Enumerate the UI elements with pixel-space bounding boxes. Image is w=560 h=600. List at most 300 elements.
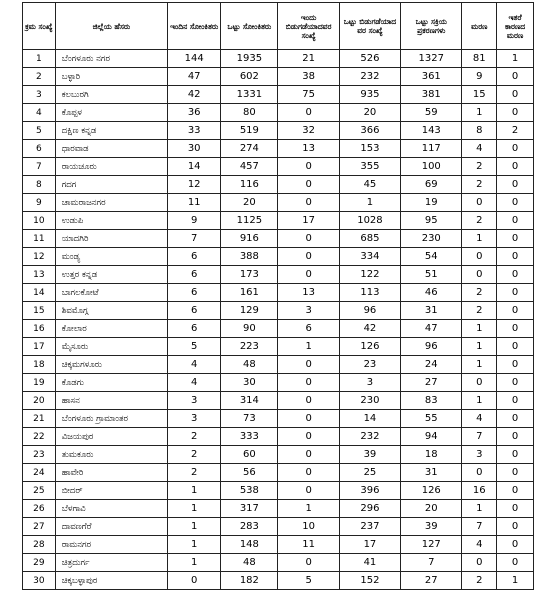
serial-cell: 7 xyxy=(23,158,56,176)
today-infected-cell: 2 xyxy=(168,464,221,482)
active-cell: 96 xyxy=(401,338,462,356)
today-discharged-cell: 5 xyxy=(278,572,339,590)
active-cell: 126 xyxy=(401,482,462,500)
district-cell: ಹಾಸನ xyxy=(55,392,167,410)
active-cell: 47 xyxy=(401,320,462,338)
serial-cell: 6 xyxy=(23,140,56,158)
today-infected-cell: 9 xyxy=(168,212,221,230)
total-infected-cell: 129 xyxy=(221,302,278,320)
header-serial-number: ಕ್ರಮ ಸಂಖ್ಯೆ xyxy=(23,3,56,50)
table-row xyxy=(23,338,534,356)
total-infected-cell: 1935 xyxy=(221,50,278,68)
district-cell: ಯಾದಗಿರಿ xyxy=(55,230,167,248)
total-infected-cell: 182 xyxy=(221,572,278,590)
today-infected-cell: 4 xyxy=(168,356,221,374)
serial-cell: 22 xyxy=(23,428,56,446)
header-district-name: ಜಿಲ್ಲೆಯ ಹೆಸರು xyxy=(55,3,167,50)
total-infected-cell: 283 xyxy=(221,518,278,536)
serial-cell: 20 xyxy=(23,392,56,410)
serial-cell: 24 xyxy=(23,464,56,482)
serial-cell: 23 xyxy=(23,446,56,464)
active-cell: 20 xyxy=(401,500,462,518)
table-row xyxy=(23,374,534,392)
total-discharged-cell: 96 xyxy=(339,302,400,320)
deaths-cell: 2 xyxy=(462,572,497,590)
total-infected-cell: 73 xyxy=(221,410,278,428)
deaths-cell: 4 xyxy=(462,140,497,158)
today-infected-cell: 33 xyxy=(168,122,221,140)
other-deaths-cell: 0 xyxy=(497,338,534,356)
total-discharged-cell: 3 xyxy=(339,374,400,392)
other-deaths-cell: 0 xyxy=(497,104,534,122)
table-row xyxy=(23,122,534,140)
header-today-infected: ಇಂದಿನ ಸೋಂಕಿತರು xyxy=(168,3,221,50)
total-discharged-cell: 153 xyxy=(339,140,400,158)
total-infected-cell: 274 xyxy=(221,140,278,158)
district-cell: ಕೋಲಾರ xyxy=(55,320,167,338)
today-discharged-cell: 21 xyxy=(278,50,339,68)
district-cell: ಶಿವಮೊಗ್ಗ xyxy=(55,302,167,320)
today-infected-cell: 5 xyxy=(168,338,221,356)
total-infected-cell: 116 xyxy=(221,176,278,194)
district-cell: ಚಿತ್ರದುರ್ಗ xyxy=(55,554,167,572)
today-infected-cell: 2 xyxy=(168,446,221,464)
deaths-cell: 1 xyxy=(462,320,497,338)
total-infected-cell: 161 xyxy=(221,284,278,302)
table-row xyxy=(23,248,534,266)
active-cell: 69 xyxy=(401,176,462,194)
total-infected-cell: 90 xyxy=(221,320,278,338)
other-deaths-cell: 0 xyxy=(497,410,534,428)
today-infected-cell: 11 xyxy=(168,194,221,212)
active-cell: 46 xyxy=(401,284,462,302)
deaths-cell: 1 xyxy=(462,392,497,410)
serial-cell: 28 xyxy=(23,536,56,554)
serial-cell: 12 xyxy=(23,248,56,266)
other-deaths-cell: 0 xyxy=(497,230,534,248)
today-discharged-cell: 11 xyxy=(278,536,339,554)
table-row xyxy=(23,446,534,464)
today-discharged-cell: 75 xyxy=(278,86,339,104)
total-discharged-cell: 20 xyxy=(339,104,400,122)
other-deaths-cell: 0 xyxy=(497,482,534,500)
total-discharged-cell: 1028 xyxy=(339,212,400,230)
active-cell: 27 xyxy=(401,572,462,590)
district-cell: ಗದಗ xyxy=(55,176,167,194)
header-total-infected: ಒಟ್ಟು ಸೋಂಕಿತರು xyxy=(221,3,278,50)
district-cell: ರಾಯಚೂರು xyxy=(55,158,167,176)
district-cell: ವಿಜಯಪುರ xyxy=(55,428,167,446)
deaths-cell: 0 xyxy=(462,374,497,392)
header-other-cause-deaths: ಇತರೆ ಕಾರಣದ ಮರಣ xyxy=(497,3,534,50)
deaths-cell: 2 xyxy=(462,158,497,176)
active-cell: 31 xyxy=(401,464,462,482)
active-cell: 100 xyxy=(401,158,462,176)
total-discharged-cell: 14 xyxy=(339,410,400,428)
total-discharged-cell: 122 xyxy=(339,266,400,284)
active-cell: 361 xyxy=(401,68,462,86)
active-cell: 230 xyxy=(401,230,462,248)
total-infected-cell: 56 xyxy=(221,464,278,482)
serial-cell: 1 xyxy=(23,50,56,68)
deaths-cell: 7 xyxy=(462,518,497,536)
serial-cell: 9 xyxy=(23,194,56,212)
deaths-cell: 0 xyxy=(462,554,497,572)
district-cell: ಉಡುಪಿ xyxy=(55,212,167,230)
active-cell: 18 xyxy=(401,446,462,464)
deaths-cell: 0 xyxy=(462,266,497,284)
deaths-cell: 8 xyxy=(462,122,497,140)
district-cell: ಚಿಕ್ಕಮಗಳೂರು xyxy=(55,356,167,374)
total-discharged-cell: 296 xyxy=(339,500,400,518)
total-infected-cell: 20 xyxy=(221,194,278,212)
total-infected-cell: 60 xyxy=(221,446,278,464)
today-discharged-cell: 0 xyxy=(278,464,339,482)
district-cell: ಚಾಮರಾಜನಗರ xyxy=(55,194,167,212)
other-deaths-cell: 0 xyxy=(497,140,534,158)
today-discharged-cell: 10 xyxy=(278,518,339,536)
deaths-cell: 1 xyxy=(462,104,497,122)
active-cell: 117 xyxy=(401,140,462,158)
today-discharged-cell: 0 xyxy=(278,104,339,122)
other-deaths-cell: 0 xyxy=(497,302,534,320)
district-cell: ಕೊಡಗು xyxy=(55,374,167,392)
table-row xyxy=(23,284,534,302)
total-discharged-cell: 39 xyxy=(339,446,400,464)
deaths-cell: 1 xyxy=(462,356,497,374)
active-cell: 7 xyxy=(401,554,462,572)
deaths-cell: 2 xyxy=(462,302,497,320)
table-row xyxy=(23,158,534,176)
active-cell: 381 xyxy=(401,86,462,104)
total-discharged-cell: 935 xyxy=(339,86,400,104)
today-discharged-cell: 0 xyxy=(278,230,339,248)
serial-cell: 30 xyxy=(23,572,56,590)
serial-cell: 4 xyxy=(23,104,56,122)
other-deaths-cell: 0 xyxy=(497,212,534,230)
table-row xyxy=(23,176,534,194)
active-cell: 95 xyxy=(401,212,462,230)
other-deaths-cell: 0 xyxy=(497,554,534,572)
table-body xyxy=(23,50,534,590)
serial-cell: 25 xyxy=(23,482,56,500)
total-infected-cell: 538 xyxy=(221,482,278,500)
deaths-cell: 1 xyxy=(462,230,497,248)
district-cell: ಕಲಬುರಗಿ xyxy=(55,86,167,104)
table-row xyxy=(23,572,534,590)
total-discharged-cell: 232 xyxy=(339,428,400,446)
total-infected-cell: 916 xyxy=(221,230,278,248)
other-deaths-cell: 0 xyxy=(497,158,534,176)
today-infected-cell: 6 xyxy=(168,266,221,284)
table-row xyxy=(23,86,534,104)
total-infected-cell: 333 xyxy=(221,428,278,446)
table-row xyxy=(23,104,534,122)
today-infected-cell: 42 xyxy=(168,86,221,104)
district-cell: ತುಮಕೂರು xyxy=(55,446,167,464)
table-row xyxy=(23,518,534,536)
table-row xyxy=(23,410,534,428)
other-deaths-cell: 0 xyxy=(497,86,534,104)
today-infected-cell: 1 xyxy=(168,554,221,572)
active-cell: 143 xyxy=(401,122,462,140)
other-deaths-cell: 0 xyxy=(497,464,534,482)
other-deaths-cell: 0 xyxy=(497,500,534,518)
total-infected-cell: 388 xyxy=(221,248,278,266)
serial-cell: 18 xyxy=(23,356,56,374)
table-row xyxy=(23,230,534,248)
total-infected-cell: 602 xyxy=(221,68,278,86)
serial-cell: 11 xyxy=(23,230,56,248)
total-infected-cell: 148 xyxy=(221,536,278,554)
serial-cell: 19 xyxy=(23,374,56,392)
today-discharged-cell: 3 xyxy=(278,302,339,320)
serial-cell: 29 xyxy=(23,554,56,572)
other-deaths-cell: 1 xyxy=(497,50,534,68)
today-discharged-cell: 0 xyxy=(278,266,339,284)
deaths-cell: 0 xyxy=(462,464,497,482)
total-discharged-cell: 45 xyxy=(339,176,400,194)
district-cases-table-wrapper xyxy=(22,2,534,590)
total-discharged-cell: 685 xyxy=(339,230,400,248)
today-discharged-cell: 0 xyxy=(278,194,339,212)
total-infected-cell: 30 xyxy=(221,374,278,392)
other-deaths-cell: 0 xyxy=(497,392,534,410)
serial-cell: 15 xyxy=(23,302,56,320)
district-cell: ಬೆಂಗಳೂರು ನಗರ xyxy=(55,50,167,68)
district-cell: ದಕ್ಷಿಣ ಕನ್ನಡ xyxy=(55,122,167,140)
deaths-cell: 4 xyxy=(462,410,497,428)
other-deaths-cell: 2 xyxy=(497,122,534,140)
other-deaths-cell: 0 xyxy=(497,320,534,338)
deaths-cell: 2 xyxy=(462,284,497,302)
total-discharged-cell: 232 xyxy=(339,68,400,86)
district-cell: ಬಳ್ಳಾರಿ xyxy=(55,68,167,86)
today-infected-cell: 3 xyxy=(168,410,221,428)
today-infected-cell: 3 xyxy=(168,392,221,410)
today-discharged-cell: 0 xyxy=(278,446,339,464)
serial-cell: 27 xyxy=(23,518,56,536)
other-deaths-cell: 0 xyxy=(497,284,534,302)
active-cell: 51 xyxy=(401,266,462,284)
total-discharged-cell: 17 xyxy=(339,536,400,554)
deaths-cell: 2 xyxy=(462,176,497,194)
total-discharged-cell: 396 xyxy=(339,482,400,500)
district-cell: ಮೈಸೂರು xyxy=(55,338,167,356)
other-deaths-cell: 0 xyxy=(497,374,534,392)
table-header-row xyxy=(23,3,534,50)
today-discharged-cell: 0 xyxy=(278,356,339,374)
active-cell: 19 xyxy=(401,194,462,212)
serial-cell: 13 xyxy=(23,266,56,284)
today-discharged-cell: 1 xyxy=(278,338,339,356)
district-cell: ಕೊಪ್ಪಳ xyxy=(55,104,167,122)
total-discharged-cell: 113 xyxy=(339,284,400,302)
active-cell: 59 xyxy=(401,104,462,122)
today-discharged-cell: 0 xyxy=(278,374,339,392)
total-discharged-cell: 1 xyxy=(339,194,400,212)
today-discharged-cell: 0 xyxy=(278,392,339,410)
today-infected-cell: 12 xyxy=(168,176,221,194)
today-infected-cell: 6 xyxy=(168,248,221,266)
today-infected-cell: 6 xyxy=(168,320,221,338)
today-infected-cell: 2 xyxy=(168,428,221,446)
total-infected-cell: 317 xyxy=(221,500,278,518)
table-row xyxy=(23,266,534,284)
total-infected-cell: 314 xyxy=(221,392,278,410)
active-cell: 94 xyxy=(401,428,462,446)
serial-cell: 21 xyxy=(23,410,56,428)
district-cell: ಹಾವೇರಿ xyxy=(55,464,167,482)
today-discharged-cell: 6 xyxy=(278,320,339,338)
deaths-cell: 16 xyxy=(462,482,497,500)
other-deaths-cell: 0 xyxy=(497,176,534,194)
total-infected-cell: 173 xyxy=(221,266,278,284)
header-total-active: ಒಟ್ಟು ಸಕ್ರಿಯ ಪ್ರಕರಣಗಳು xyxy=(401,3,462,50)
header-total-discharged: ಒಟ್ಟು ಬಿಡುಗಡೆಯಾದ ವರ ಸಂಖ್ಯೆ xyxy=(339,3,400,50)
district-cases-table xyxy=(22,2,534,590)
today-infected-cell: 30 xyxy=(168,140,221,158)
total-discharged-cell: 355 xyxy=(339,158,400,176)
district-cell: ಚಿಕ್ಕಬಳ್ಳಾಪುರ xyxy=(55,572,167,590)
serial-cell: 2 xyxy=(23,68,56,86)
today-discharged-cell: 38 xyxy=(278,68,339,86)
serial-cell: 16 xyxy=(23,320,56,338)
today-infected-cell: 47 xyxy=(168,68,221,86)
table-row xyxy=(23,428,534,446)
serial-cell: 3 xyxy=(23,86,56,104)
today-discharged-cell: 0 xyxy=(278,554,339,572)
table-row xyxy=(23,68,534,86)
district-cell: ಬೀದರ್ xyxy=(55,482,167,500)
deaths-cell: 0 xyxy=(462,194,497,212)
today-infected-cell: 14 xyxy=(168,158,221,176)
header-deaths: ಮರಣ xyxy=(462,3,497,50)
today-discharged-cell: 13 xyxy=(278,140,339,158)
total-infected-cell: 457 xyxy=(221,158,278,176)
district-cell: ದಾವಣಗೆರೆ xyxy=(55,518,167,536)
deaths-cell: 3 xyxy=(462,446,497,464)
other-deaths-cell: 0 xyxy=(497,518,534,536)
deaths-cell: 4 xyxy=(462,536,497,554)
serial-cell: 14 xyxy=(23,284,56,302)
deaths-cell: 81 xyxy=(462,50,497,68)
active-cell: 39 xyxy=(401,518,462,536)
today-discharged-cell: 32 xyxy=(278,122,339,140)
district-cell: ಉತ್ತರ ಕನ್ನಡ xyxy=(55,266,167,284)
table-row xyxy=(23,302,534,320)
district-cell: ಬೆಳಗಾವಿ xyxy=(55,500,167,518)
serial-cell: 8 xyxy=(23,176,56,194)
header-today-discharged: ಇಂದು ಬಿಡುಗಡೆಯಾದವರ ಸಂಖ್ಯೆ xyxy=(278,3,339,50)
table-row xyxy=(23,554,534,572)
serial-cell: 10 xyxy=(23,212,56,230)
table-row xyxy=(23,464,534,482)
today-discharged-cell: 0 xyxy=(278,482,339,500)
today-infected-cell: 36 xyxy=(168,104,221,122)
district-cell: ಬಾಗಲಕೋಟೆ xyxy=(55,284,167,302)
table-row xyxy=(23,194,534,212)
other-deaths-cell: 0 xyxy=(497,248,534,266)
serial-cell: 5 xyxy=(23,122,56,140)
total-discharged-cell: 25 xyxy=(339,464,400,482)
total-infected-cell: 1331 xyxy=(221,86,278,104)
today-infected-cell: 7 xyxy=(168,230,221,248)
today-discharged-cell: 0 xyxy=(278,248,339,266)
today-discharged-cell: 0 xyxy=(278,428,339,446)
table-row xyxy=(23,320,534,338)
other-deaths-cell: 0 xyxy=(497,266,534,284)
total-discharged-cell: 23 xyxy=(339,356,400,374)
total-infected-cell: 48 xyxy=(221,554,278,572)
total-discharged-cell: 526 xyxy=(339,50,400,68)
today-discharged-cell: 17 xyxy=(278,212,339,230)
table-row xyxy=(23,536,534,554)
total-infected-cell: 80 xyxy=(221,104,278,122)
total-infected-cell: 223 xyxy=(221,338,278,356)
total-discharged-cell: 334 xyxy=(339,248,400,266)
other-deaths-cell: 0 xyxy=(497,356,534,374)
today-discharged-cell: 0 xyxy=(278,410,339,428)
table-row xyxy=(23,392,534,410)
active-cell: 55 xyxy=(401,410,462,428)
today-discharged-cell: 0 xyxy=(278,176,339,194)
today-discharged-cell: 13 xyxy=(278,284,339,302)
total-discharged-cell: 42 xyxy=(339,320,400,338)
district-cell: ಧಾರವಾಡ xyxy=(55,140,167,158)
today-infected-cell: 144 xyxy=(168,50,221,68)
deaths-cell: 7 xyxy=(462,428,497,446)
today-discharged-cell: 0 xyxy=(278,158,339,176)
today-infected-cell: 4 xyxy=(168,374,221,392)
active-cell: 24 xyxy=(401,356,462,374)
other-deaths-cell: 0 xyxy=(497,428,534,446)
table-row xyxy=(23,212,534,230)
district-cell: ಬೆಂಗಳೂರು ಗ್ರಾಮಾಂತರ xyxy=(55,410,167,428)
total-discharged-cell: 230 xyxy=(339,392,400,410)
deaths-cell: 2 xyxy=(462,212,497,230)
active-cell: 27 xyxy=(401,374,462,392)
total-discharged-cell: 41 xyxy=(339,554,400,572)
table-row xyxy=(23,500,534,518)
deaths-cell: 1 xyxy=(462,500,497,518)
active-cell: 127 xyxy=(401,536,462,554)
other-deaths-cell: 0 xyxy=(497,446,534,464)
serial-cell: 26 xyxy=(23,500,56,518)
other-deaths-cell: 0 xyxy=(497,536,534,554)
total-discharged-cell: 237 xyxy=(339,518,400,536)
total-infected-cell: 1125 xyxy=(221,212,278,230)
deaths-cell: 15 xyxy=(462,86,497,104)
today-infected-cell: 6 xyxy=(168,284,221,302)
district-cell: ಮಂಡ್ಯ xyxy=(55,248,167,266)
serial-cell: 17 xyxy=(23,338,56,356)
active-cell: 54 xyxy=(401,248,462,266)
table-row xyxy=(23,50,534,68)
other-deaths-cell: 0 xyxy=(497,68,534,86)
active-cell: 31 xyxy=(401,302,462,320)
today-infected-cell: 1 xyxy=(168,500,221,518)
total-infected-cell: 519 xyxy=(221,122,278,140)
total-discharged-cell: 152 xyxy=(339,572,400,590)
district-cell: ರಾಮನಗರ xyxy=(55,536,167,554)
active-cell: 83 xyxy=(401,392,462,410)
other-deaths-cell: 0 xyxy=(497,194,534,212)
today-infected-cell: 0 xyxy=(168,572,221,590)
deaths-cell: 9 xyxy=(462,68,497,86)
today-infected-cell: 6 xyxy=(168,302,221,320)
table-row xyxy=(23,356,534,374)
